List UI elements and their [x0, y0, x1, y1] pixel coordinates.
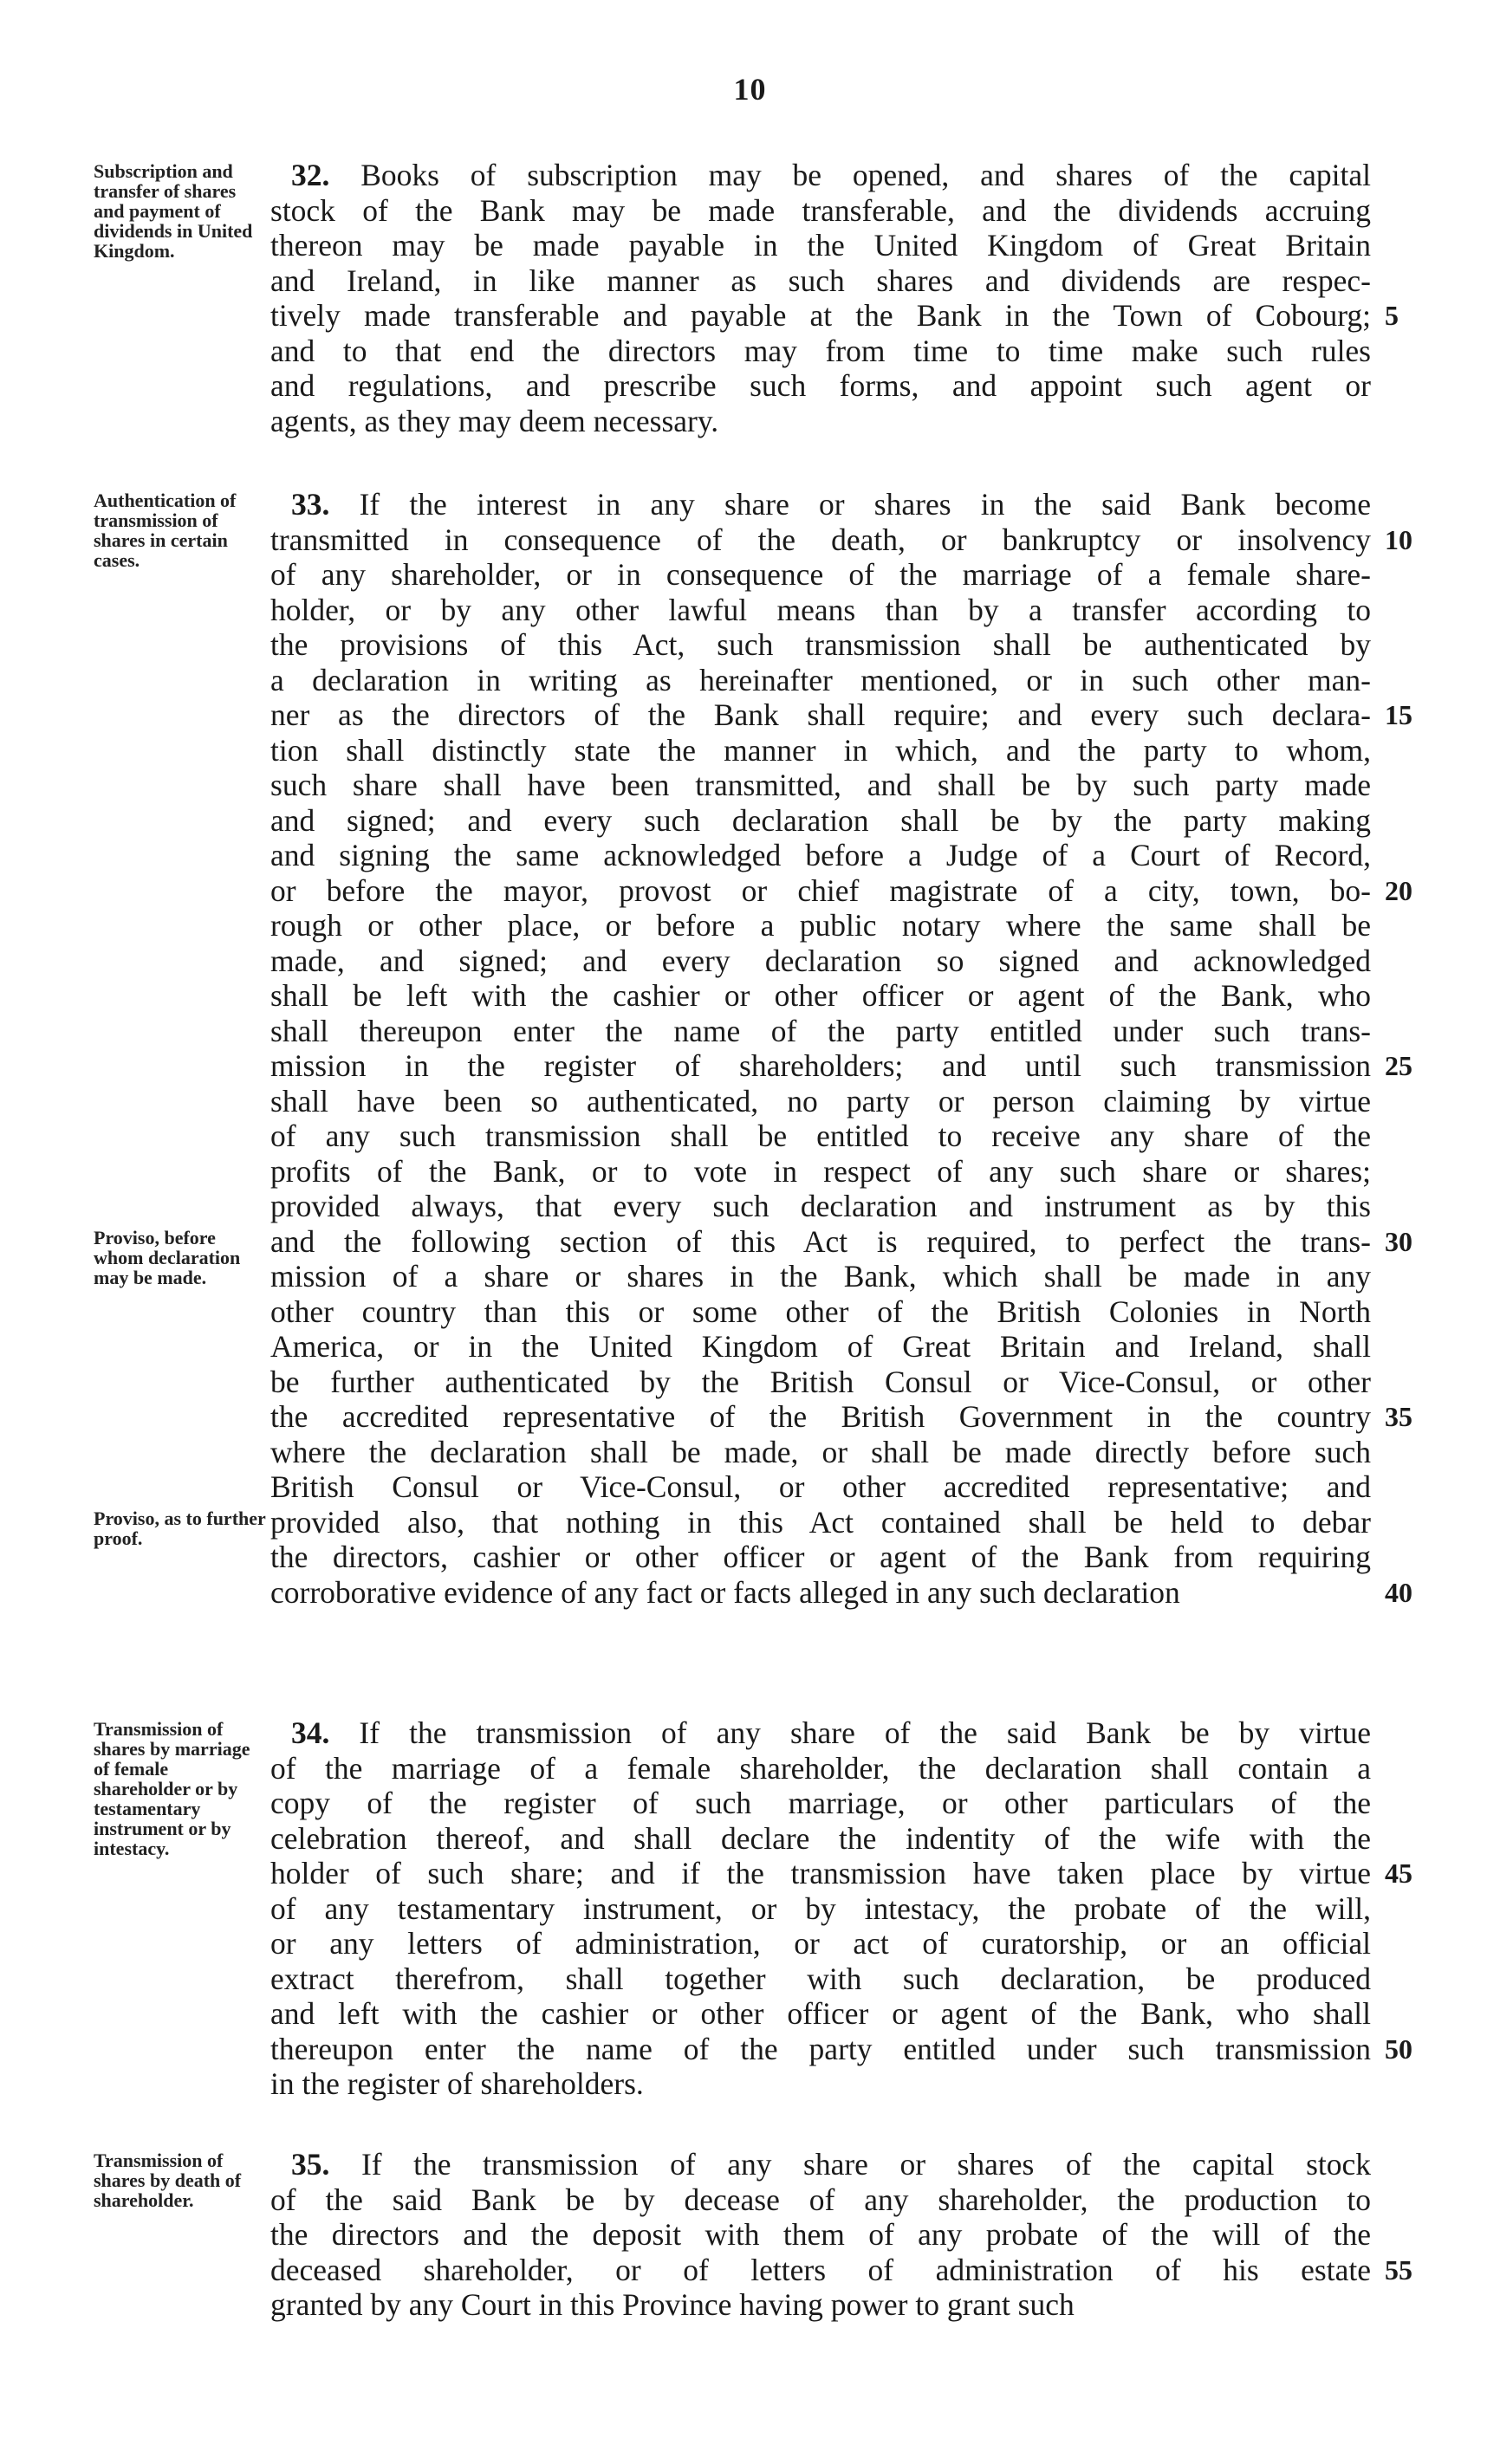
body-line: rough or other place, or before a public notary where the same shall be [270, 908, 1371, 943]
proviso-note: Proviso, before whom declaration may be made. [94, 1226, 241, 1288]
line-number: 45 [1385, 1858, 1412, 1889]
section-heading-line [270, 158, 1371, 192]
body-line: granted by any Court in this Province having power to grant such [270, 2287, 1075, 2322]
line-number: 5 [1385, 300, 1399, 331]
line-number: 25 [1385, 1050, 1412, 1081]
body-line: the directors and the deposit with them of any probate of the will of the [270, 2217, 1371, 2252]
line-number: 40 [1385, 1576, 1412, 1608]
body-line: America, or in the United Kingdom of Great Britain and Ireland, shall [270, 1329, 1371, 1364]
margin-note: Transmission of shares by marriage of female shareholder or by testamentary instrument or by intestacy. [94, 1718, 250, 1859]
body-line: the provisions of this Act, such transmission shall be authenticated by [270, 627, 1371, 662]
body-line: ner as the directors of the Bank shall require; and every such declara- [270, 697, 1371, 732]
body-line: or before the mayor, provost or chief magistrate of a city, town, bo- [270, 872, 1371, 908]
body-line: and to that end the directors may from time to time make such rules [270, 333, 1371, 368]
section-text: If the transmission of any share of the said Bank be by virtue [359, 1715, 1371, 1750]
body-line: and signed; and every such declaration shall be by the party making [270, 802, 1371, 838]
body-line: provided also, that nothing in this Act contained shall be held to debar [270, 1504, 1371, 1540]
body-line: profits of the Bank, or to vote in respect of any such share or shares; [270, 1153, 1371, 1189]
body-line: tion shall distinctly state the manner in which, and the party to whom, [270, 732, 1371, 768]
line-number: 15 [1385, 699, 1412, 730]
body-line: provided always, that every such declaration and instrument as by this [270, 1189, 1371, 1223]
body-line: celebration thereof, and shall declare the indentity of the wife with the [270, 1820, 1371, 1856]
page-number: 10 [733, 72, 767, 107]
body-line: of any shareholder, or in consequence of the marriage of a female share- [270, 557, 1371, 592]
body-line: holder, or by any other lawful means than by a transfer according to [270, 592, 1371, 627]
body-line: thereupon enter the name of the party entitled under such transmission [270, 2031, 1371, 2066]
body-line: in the register of shareholders. [270, 2066, 644, 2101]
body-line: of any such transmission shall be entitled to receive any share of the [270, 1119, 1371, 1153]
body-line: British Consul or Vice-Consul, or other accredited representative; and [270, 1469, 1371, 1504]
section-text: If the interest in any share or shares in the said Bank become [359, 487, 1371, 522]
body-line: shall thereupon enter the name of the party entitled under such trans- [270, 1013, 1371, 1048]
body-line: stock of the Bank may be made transferable, and the dividends accruing [270, 192, 1371, 228]
body-line: made, and signed; and every declaration so signed and acknowledged [270, 943, 1371, 978]
body-line: the accredited representative of the British Government in the country [270, 1399, 1371, 1434]
body-line: such share shall have been transmitted, and shall be by such party made [270, 768, 1371, 802]
line-number: 30 [1385, 1225, 1412, 1257]
section-number: 33. [291, 487, 330, 522]
line-number: 20 [1385, 874, 1412, 906]
line-number: 10 [1385, 523, 1412, 555]
line-number: 55 [1385, 2253, 1412, 2286]
body-line: where the declaration shall be made, or shall be made directly before such [270, 1434, 1371, 1469]
section-text: If the transmission of any share or shares of the capital stock [360, 2147, 1371, 2182]
body-line: transmitted in consequence of the death, or bankruptcy or insolvency [270, 522, 1371, 557]
body-line: and the following section of this Act is required, to perfect the trans- [270, 1223, 1371, 1259]
section-heading-line [270, 2147, 1371, 2182]
body-line: shall be left with the cashier or other officer or agent of the Bank, who [270, 978, 1371, 1013]
body-line: and left with the cashier or other officer or agent of the Bank, who shall [270, 1996, 1371, 2031]
body-line: of the said Bank be by decease of any shareholder, the production to [270, 2182, 1371, 2217]
body-line: and Ireland, in like manner as such shares and dividends are respec- [270, 263, 1371, 298]
section-number: 34. [291, 1715, 330, 1750]
line-number: 50 [1385, 2033, 1412, 2065]
body-line: mission of a share or shares in the Bank, which shall be made in any [270, 1259, 1371, 1294]
body-line: corroborative evidence of any fact or facts alleged in any such declaration [270, 1574, 1180, 1610]
section-heading-line [270, 487, 1371, 522]
body-line: be further authenticated by the British Consul or Vice-Consul, or other [270, 1364, 1371, 1399]
body-line: deceased shareholder, or of letters of administration of his estate [270, 2252, 1371, 2287]
body-line: shall have been so authenticated, no party or person claiming by virtue [270, 1083, 1371, 1119]
body-line: holder of such share; and if the transmission have taken place by virtue [270, 1856, 1371, 1890]
section-text: Books of subscription may be opened, and shares of the capital [360, 158, 1371, 192]
section-number: 32. [291, 158, 330, 192]
section-heading-line [270, 1715, 1371, 1750]
body-line: copy of the register of such marriage, or other particulars of the [270, 1786, 1371, 1820]
body-line: and regulations, and prescribe such forms, and appoint such agent or [270, 368, 1371, 403]
body-line: of any testamentary instrument, or by intestacy, the probate of the will, [270, 1890, 1371, 1926]
section-number: 35. [291, 2147, 330, 2182]
margin-note: Authentication of transmission of shares in certain cases. [94, 490, 237, 571]
body-line: and signing the same acknowledged before a Judge of a Court of Record, [270, 838, 1371, 872]
body-line: a declaration in writing as hereinafter mentioned, or in such other man- [270, 662, 1371, 697]
margin-note: Transmission of shares by death of shareholder. [94, 2150, 242, 2211]
line-number: 35 [1385, 1401, 1412, 1432]
body-line: the directors, cashier or other officer or agent of the Bank from requiring [270, 1540, 1371, 1574]
body-line: other country than this or some other of the British Colonies in North [270, 1294, 1371, 1329]
body-line: mission in the register of shareholders; and until such transmission [270, 1048, 1371, 1083]
body-line: of the marriage of a female shareholder, the declaration shall contain a [270, 1750, 1371, 1786]
proviso-note: Proviso, as to further proof. [94, 1507, 266, 1549]
body-line: agents, as they may deem necessary. [270, 403, 719, 438]
body-line: tively made transferable and payable at the Bank in the Town of Cobourg; [270, 298, 1371, 333]
margin-note: Subscription and transfer of shares and payment of dividends in United Kingdom. [94, 160, 253, 262]
body-line: extract therefrom, shall together with such declaration, be produced [270, 1961, 1371, 1996]
body-line: or any letters of administration, or act of curatorship, or an official [270, 1926, 1371, 1961]
body-line: thereon may be made payable in the United Kingdom of Great Britain [270, 228, 1371, 263]
